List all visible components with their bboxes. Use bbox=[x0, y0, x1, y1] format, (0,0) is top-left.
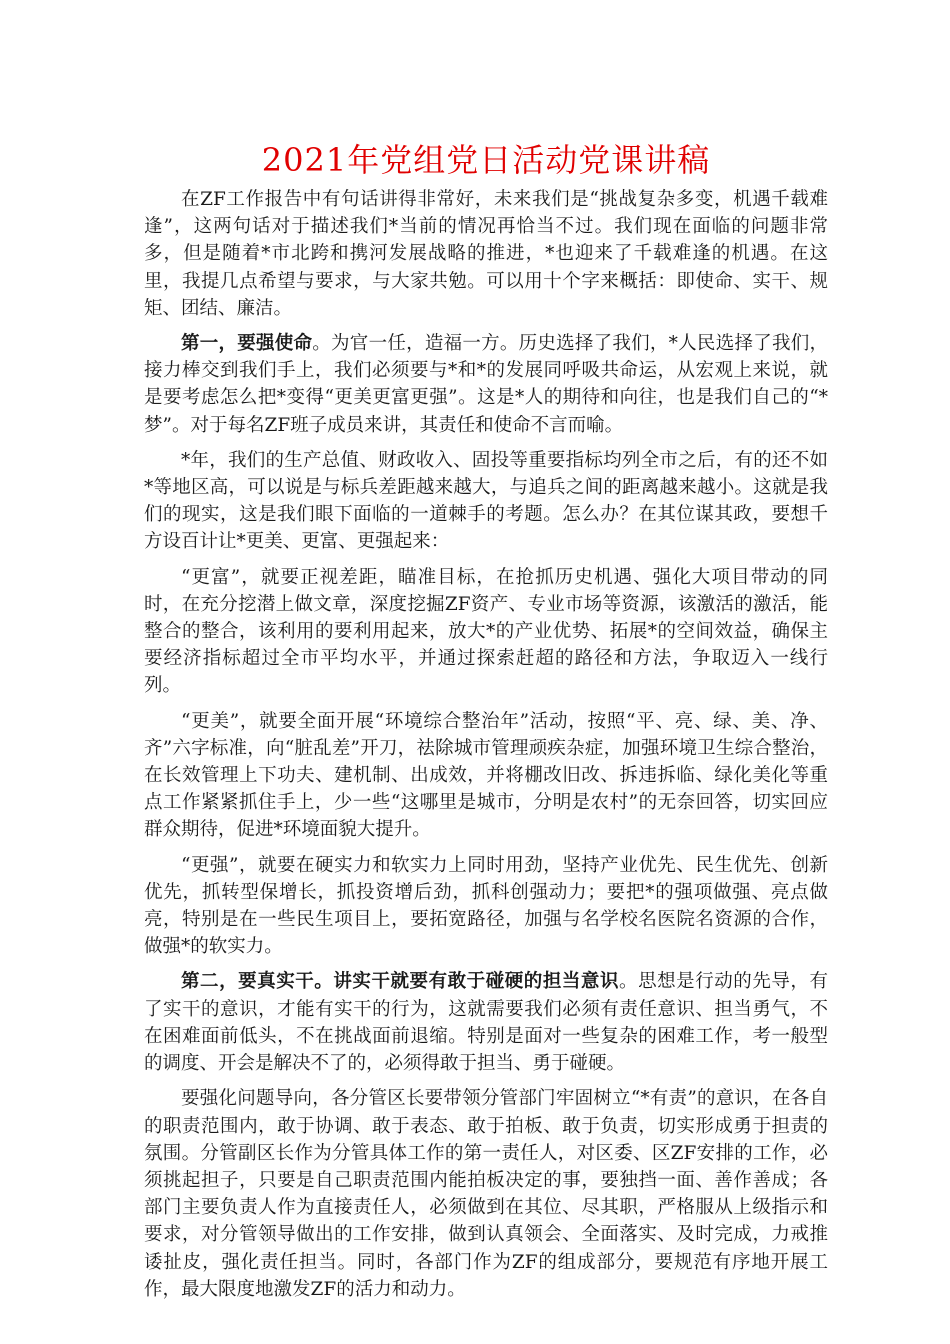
paragraph-responsibility bbox=[144, 1085, 828, 1303]
paragraph-text: “更强”，就要在硬实力和软实力上同时用劲，坚持产业优先、民生优先、创新优先，抓转型保增长，抓投资增后劲，抓科创强动力；要把*的强项做强、亮点做亮，特别是在一些民生项目上，要拓宽路径，加强与名学校名医院名资源的合作，做强*的软实力。 bbox=[144, 854, 828, 958]
paragraph-text: 在ZF工作报告中有句话讲得非常好，未来我们是“挑战复杂多变，机遇千载难逢”，这两句话对于描述我们*当前的情况再恰当不过。我们现在面临的问题非常多，但是随着*市北跨和携河发展战略的推进，*也迎来了千载难逢的机遇。在这里，我提几点希望与要求，与大家共勉。可以用十个字来概括：即使命、实干、规矩、团结、廉洁。 bbox=[144, 189, 828, 319]
paragraph-text: “更美”，就要全面开展“环境综合整治年”活动，按照“平、亮、绿、美、净、齐”六字标准，向“脏乱差”开刀，祛除城市管理顽疾杂症，加强环境卫生综合整治，在长效管理上下功夫、建机制、出成效，并将棚改旧改、拆违拆临、绿化美化等重点工作紧紧抓住手上，少一些“这哪里是城市，分明是农村”的无奈回答，切实回应群众期待，促进*环境面貌大提升。 bbox=[144, 710, 828, 841]
paragraph-stronger bbox=[144, 852, 828, 961]
paragraph-more-beautiful bbox=[144, 708, 828, 844]
paragraph-practical-work bbox=[144, 968, 828, 1077]
paragraph-richer bbox=[144, 564, 828, 700]
paragraph-text: 要强化问题导向，各分管区长要带领分管部门牢固树立“*有责”的意识，在各自的职责范围内，敢于协调、敢于表态、敢于拍板、敢于负责，切实形成勇于担责的氛围。分管副区长作为分管具体工作的第一责任人，对区委、区ZF安排的工作，必须挑起担子，只要是自己职责范围内能拍板决定的事，要独挡一面、善作善成；各部门主要负责人作为直接责任人，必须做到在其位、尽其职，严格服从上级指示和要求，对分管领导做出的工作安排，做到认真领会、全面落实、及时完成，力戒推诿扯皮，强化责任担当。同时，各部门作为ZF的组成部分，要规范有序地开展工作，最大限度地激发ZF的活力和动力。 bbox=[144, 1088, 828, 1300]
paragraph-text: *年，我们的生产总值、财政收入、固投等重要指标均列全市之后，有的还不如*等地区高，可以说是与标兵差距越来越大，与追兵之间的距离越来越小。这就是我们的现实，这是我们眼下面临的一道棘手的考题。怎么办？在其位谋其政，要想千方设百计让*更美、更富、更强起来： bbox=[144, 449, 828, 553]
document-page bbox=[144, 138, 828, 1311]
paragraph-text: “更富”，就要正视差距，瞄准目标，在抢抓历史机遇、强化大项目带动的同时，在充分挖潜上做文章，深度挖掘ZF资产、专业市场等资源，该激活的激活，能整合的整合，该利用的要利用起来，放大*的产业优势、拓展*的空间效益，确保主要经济指标超过全市平均水平，并通过探索赶超的路径和方法，争取迈入一线行列。 bbox=[144, 566, 828, 697]
document-title: 2021年党组党日活动党课讲稿 bbox=[261, 141, 711, 179]
paragraph-mission bbox=[144, 330, 828, 439]
paragraph-intro bbox=[144, 186, 828, 322]
paragraph-lead: 第一，要强使命 bbox=[181, 333, 313, 355]
paragraph-text: 。为官一任，造福一方。历史选择了我们，*人民选择了我们，接力棒交到我们手上，我们必须要与*和*的发展同呼吸共命运，从宏观上来说，就是要考虑怎么把*变得“更美更富更强”。这是*人的期待和向往，也是我们自己的“*梦”。对于每名ZF班子成员来讲，其责任和使命不言而喻。 bbox=[144, 333, 828, 436]
paragraph-lead: 第二，要真实干。讲实干就要有敢于碰硬的担当意识 bbox=[181, 971, 620, 993]
paragraph-text: 。思想是行动的先导，有了实干的意识，才能有实干的行为，这就需要我们必须有责任意识、担当勇气，不在困难面前低头，不在挑战面前退缩。特别是面对一些复杂的困难工作，考一般型的调度、开会是解决不了的，必须得敢于担当、勇于碰硬。 bbox=[144, 971, 828, 1075]
paragraph-situation bbox=[144, 447, 828, 556]
